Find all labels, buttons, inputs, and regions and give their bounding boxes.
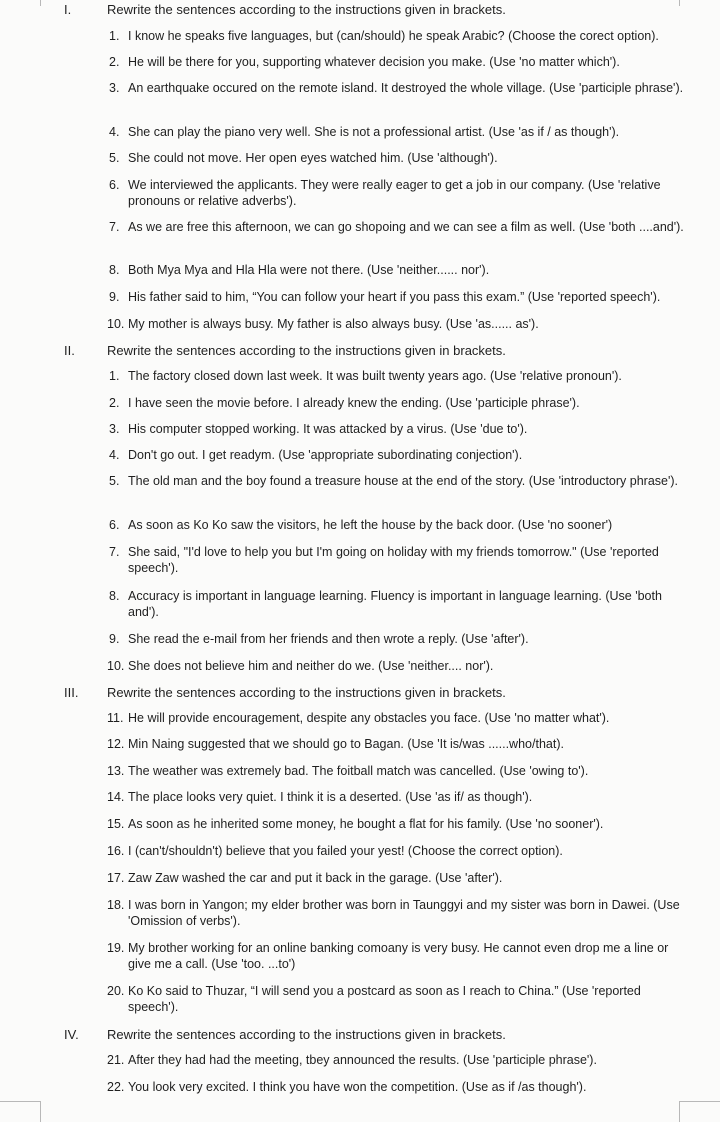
question-number: 16.	[107, 844, 125, 858]
question-item	[0, 789, 720, 805]
section-4	[0, 1027, 720, 1045]
question-number: 7.	[109, 545, 120, 559]
question-item	[0, 983, 720, 1015]
question-text: I (can't/shouldn't) believe that you failed your yest! (Choose the correct option).	[128, 844, 563, 858]
question-number: 4.	[109, 448, 120, 462]
question-item	[0, 816, 720, 832]
question-item	[0, 710, 720, 726]
question-text: As soon as Ko Ko saw the visitors, he left the house by the back door. (Use 'no sooner')	[128, 518, 613, 532]
question-text: Both Mya Mya and Hla Hla were not there. (Use 'neither...... nor').	[128, 263, 490, 277]
question-number: 13.	[107, 764, 125, 778]
question-number: 20.	[107, 984, 125, 998]
question-text: Ko Ko said to Thuzar, “I will send you a postcard as soon as I reach to China.” (Use 'reported speech').	[128, 984, 641, 1014]
question-text: The factory closed down last week. It was built twenty years ago. (Use 'relative pronoun').	[128, 369, 622, 383]
question-text: I have seen the movie before. I already knew the ending. (Use 'participle phrase').	[128, 396, 580, 410]
question-item	[0, 763, 720, 779]
section-instruction: Rewrite the sentences according to the instructions given in brackets.	[107, 685, 506, 700]
question-number: 12.	[107, 737, 125, 751]
question-text: After they had had the meeting, tbey announced the results. (Use 'participle phrase').	[128, 1053, 597, 1067]
question-number: 8.	[109, 589, 120, 603]
question-item	[0, 395, 720, 411]
question-item	[0, 897, 720, 929]
page-corner-mark	[0, 1101, 41, 1122]
question-text: You look very excited. I think you have won the competition. (Use as if /as though').	[128, 1080, 587, 1094]
question-number: 3.	[109, 422, 120, 436]
question-number: 18.	[107, 898, 125, 912]
question-item	[0, 631, 720, 647]
question-item	[0, 219, 720, 235]
section-heading	[0, 685, 720, 703]
question-text: She could not move. Her open eyes watched him. (Use 'although').	[128, 151, 498, 165]
question-number: 22.	[107, 1080, 125, 1094]
question-number: 2.	[109, 396, 120, 410]
question-text: An earthquake occured on the remote island. It destroyed the whole village. (Use 'participle phrase').	[128, 81, 684, 95]
section-3	[0, 685, 720, 703]
question-text: Accuracy is important in language learning. Fluency is important in language learning. (Use 'both and').	[128, 589, 662, 619]
question-item	[0, 473, 720, 489]
question-text: Zaw Zaw washed the car and put it back in the garage. (Use 'after').	[128, 871, 503, 885]
question-item	[0, 124, 720, 140]
question-text: Min Naing suggested that we should go to Bagan. (Use 'It is/was ......who/that).	[128, 737, 564, 751]
section-2	[0, 343, 720, 361]
question-text: She said, "I'd love to help you but I'm going on holiday with my friends tomorrow." (Use 'reported speech').	[128, 545, 659, 575]
question-text: The old man and the boy found a treasure house at the end of the story. (Use 'introductory phrase').	[128, 474, 678, 488]
section-1	[0, 2, 720, 20]
question-item	[0, 736, 720, 752]
question-text: His father said to him, “You can follow your heart if you pass this exam.” (Use 'reported speech').	[128, 290, 661, 304]
question-item	[0, 177, 720, 209]
question-text: I know he speaks five languages, but (can/should) he speak Arabic? (Choose the corect option).	[128, 29, 659, 43]
question-number: 5.	[109, 151, 120, 165]
question-item	[0, 588, 720, 620]
section-instruction: Rewrite the sentences according to the instructions given in brackets.	[107, 2, 506, 17]
section-numeral: II.	[64, 343, 75, 358]
question-text: As soon as he inherited some money, he bought a flat for his family. (Use 'no sooner').	[128, 817, 604, 831]
question-item	[0, 940, 720, 972]
question-number: 21.	[107, 1053, 125, 1067]
question-text: As we are free this afternoon, we can go shopoing and we can see a film as well. (Use 'both ....and').	[128, 220, 684, 234]
question-item	[0, 54, 720, 70]
question-text: I was born in Yangon; my elder brother was born in Taunggyi and my sister was born in Dawei. (Use 'Omission of verbs').	[128, 898, 680, 928]
question-text: She does not believe him and neither do we. (Use 'neither.... nor').	[128, 659, 494, 673]
question-item	[0, 517, 720, 533]
section-instruction: Rewrite the sentences according to the instructions given in brackets.	[107, 1027, 506, 1042]
question-number: 7.	[109, 220, 120, 234]
question-number: 6.	[109, 178, 120, 192]
question-item	[0, 368, 720, 384]
question-text: She can play the piano very well. She is not a professional artist. (Use 'as if / as though').	[128, 125, 620, 139]
question-item	[0, 28, 720, 44]
question-number: 15.	[107, 817, 125, 831]
question-item	[0, 421, 720, 437]
question-number: 8.	[109, 263, 120, 277]
question-number: 2.	[109, 55, 120, 69]
section-numeral: I.	[64, 2, 72, 17]
question-number: 1.	[109, 29, 120, 43]
section-numeral: III.	[64, 685, 79, 700]
question-text: He will provide encouragement, despite any obstacles you face. (Use 'no matter what').	[128, 711, 610, 725]
question-item	[0, 262, 720, 278]
question-number: 10.	[107, 317, 125, 331]
question-item	[0, 1079, 720, 1095]
question-item	[0, 544, 720, 576]
question-item	[0, 658, 720, 674]
question-item	[0, 843, 720, 859]
question-number: 3.	[109, 81, 120, 95]
question-text: The weather was extremely bad. The foitball match was cancelled. (Use 'owing to').	[128, 764, 589, 778]
question-number: 11.	[107, 711, 124, 725]
question-item	[0, 150, 720, 166]
question-number: 5.	[109, 474, 120, 488]
question-number: 14.	[107, 790, 125, 804]
question-text: Don't go out. I get readym. (Use 'appropriate subordinating conjection').	[128, 448, 523, 462]
section-heading	[0, 1027, 720, 1045]
question-number: 19.	[107, 941, 125, 955]
section-instruction: Rewrite the sentences according to the instructions given in brackets.	[107, 343, 506, 358]
question-number: 1.	[109, 369, 120, 383]
question-item	[0, 80, 720, 96]
question-number: 17.	[107, 871, 125, 885]
section-numeral: IV.	[64, 1027, 79, 1042]
question-item	[0, 447, 720, 463]
question-text: His computer stopped working. It was attacked by a virus. (Use 'due to').	[128, 422, 528, 436]
question-text: We interviewed the applicants. They were really eager to get a job in our company. (Use 'relative pronouns or relative adverbs').	[128, 178, 661, 208]
question-text: She read the e-mail from her friends and then wrote a reply. (Use 'after').	[128, 632, 529, 646]
question-number: 4.	[109, 125, 120, 139]
question-number: 10.	[107, 659, 125, 673]
section-heading	[0, 343, 720, 361]
question-item	[0, 289, 720, 305]
question-text: He will be there for you, supporting whatever decision you make. (Use 'no matter which').	[128, 55, 620, 69]
question-item	[0, 1052, 720, 1068]
question-text: The place looks very quiet. I think it is a deserted. (Use 'as if/ as though').	[128, 790, 533, 804]
page-corner-mark	[679, 1101, 720, 1122]
question-number: 9.	[109, 632, 120, 646]
question-text: My mother is always busy. My father is also always busy. (Use 'as...... as').	[128, 317, 539, 331]
question-item	[0, 870, 720, 886]
section-heading	[0, 2, 720, 20]
question-number: 6.	[109, 518, 120, 532]
question-number: 9.	[109, 290, 120, 304]
question-item	[0, 316, 720, 332]
question-text: My brother working for an online banking comoany is very busy. He cannot even drop me a line or give me a call. (Use 'too. ...to')	[128, 941, 669, 971]
